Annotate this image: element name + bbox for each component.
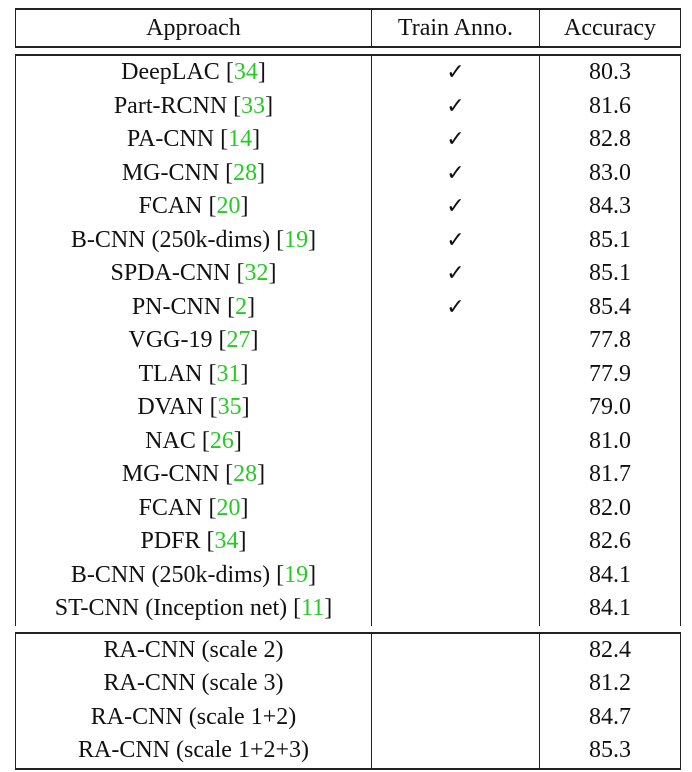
train-anno-cell (372, 90, 540, 124)
table-row (16, 358, 681, 392)
citation-link[interactable]: 2 (235, 293, 248, 320)
table-row (16, 734, 681, 769)
checkmark-icon: ✓ (446, 261, 465, 286)
citation-link[interactable]: 31 (216, 360, 241, 387)
table-row (16, 525, 681, 559)
train-anno-cell (372, 559, 540, 593)
approach-cell: B-CNN (250k-dims) [19] (16, 224, 372, 258)
table-row (16, 458, 681, 492)
results-table (15, 8, 681, 770)
accuracy-cell: 85.3 (540, 734, 681, 769)
header-accuracy: Accuracy (540, 9, 681, 47)
train-anno-cell (372, 425, 540, 459)
checkmark-icon: ✓ (446, 294, 465, 320)
train-anno-cell (372, 633, 540, 668)
accuracy-cell: 85.4 (540, 291, 681, 325)
checkmark-icon: ✓ (446, 127, 465, 152)
citation-link[interactable]: 28 (233, 159, 258, 186)
accuracy-cell: 77.8 (540, 324, 681, 358)
table-row (16, 633, 681, 668)
train-anno-cell (372, 224, 540, 258)
table-row (16, 157, 681, 191)
approach-cell: TLAN [31] (16, 358, 372, 392)
method-name: Part-RCNN (113, 92, 228, 119)
accuracy-cell: 82.8 (540, 123, 681, 157)
method-name: DVAN (137, 394, 204, 420)
method-name: TLAN (138, 360, 203, 387)
accuracy-cell: 83.0 (540, 157, 681, 191)
train-anno-cell (372, 458, 540, 492)
citation-link[interactable]: 20 (216, 193, 241, 219)
citation-link[interactable]: 14 (228, 126, 253, 152)
accuracy-cell: 82.4 (540, 633, 681, 668)
section-spacer (16, 626, 681, 633)
header-row (16, 9, 681, 47)
method-name: DeepLAC (121, 59, 220, 85)
citation-link[interactable]: 26 (209, 427, 234, 454)
approach-cell: MG-CNN [28] (16, 157, 372, 191)
method-name: MG-CNN (121, 159, 220, 186)
table-row (16, 425, 681, 459)
accuracy-cell: 84.1 (540, 592, 681, 626)
accuracy-cell: 77.9 (540, 358, 681, 392)
train-anno-cell (372, 324, 540, 358)
accuracy-cell: 82.0 (540, 492, 681, 526)
train-anno-cell (372, 157, 540, 191)
method-name: NAC (145, 427, 196, 454)
approach-cell: RA-CNN (scale 2) (16, 633, 372, 668)
table-row (16, 559, 681, 593)
approach-cell: ST-CNN (Inception net) [11] (16, 592, 372, 626)
baseline-rows (16, 55, 681, 626)
checkmark-icon: ✓ (446, 93, 465, 119)
table-row (16, 257, 681, 291)
header-approach: Approach (16, 9, 372, 47)
method-name: PDFR (140, 528, 201, 554)
approach-cell: Part-RCNN [33] (16, 90, 372, 124)
method-name: PN-CNN (131, 293, 222, 320)
citation-link[interactable]: 34 (233, 59, 258, 85)
train-anno-cell (372, 190, 540, 224)
accuracy-cell: 81.7 (540, 458, 681, 492)
accuracy-cell: 84.3 (540, 190, 681, 224)
checkmark-icon: ✓ (446, 60, 465, 85)
approach-cell: FCAN [20] (16, 190, 372, 224)
train-anno-cell (372, 701, 540, 735)
method-name: SPDA-CNN (110, 260, 231, 286)
citation-link[interactable]: 35 (217, 394, 242, 420)
citation-link[interactable]: 11 (301, 595, 325, 621)
citation-link[interactable]: 34 (214, 528, 239, 554)
citation-link[interactable]: 19 (284, 561, 309, 588)
citation-link[interactable]: 19 (284, 226, 309, 253)
train-anno-cell (372, 667, 540, 701)
table-row (16, 55, 681, 90)
approach-cell: PDFR [34] (16, 525, 372, 559)
method-name: B-CNN (250k-dims) (70, 226, 271, 253)
train-anno-cell (372, 291, 540, 325)
table-row (16, 492, 681, 526)
accuracy-cell: 79.0 (540, 391, 681, 425)
train-anno-cell (372, 55, 540, 90)
accuracy-cell: 80.3 (540, 55, 681, 90)
header-spacer (16, 47, 681, 55)
approach-cell: DVAN [35] (16, 391, 372, 425)
train-anno-cell (372, 391, 540, 425)
results-table-container (15, 8, 680, 770)
accuracy-cell: 84.7 (540, 701, 681, 735)
citation-link[interactable]: 20 (216, 494, 241, 521)
table-row (16, 291, 681, 325)
table-row (16, 701, 681, 735)
approach-cell: RA-CNN (scale 1+2) (16, 701, 372, 735)
accuracy-cell: 85.1 (540, 257, 681, 291)
approach-cell: DeepLAC [34] (16, 55, 372, 90)
method-name: VGG-19 (128, 327, 213, 353)
approach-cell: VGG-19 [27] (16, 324, 372, 358)
method-name: FCAN (138, 193, 203, 219)
accuracy-cell: 81.2 (540, 667, 681, 701)
citation-link[interactable]: 33 (241, 92, 266, 119)
table-row (16, 391, 681, 425)
citation-link[interactable]: 27 (226, 327, 251, 353)
header-train-anno: Train Anno. (372, 9, 540, 47)
train-anno-cell (372, 257, 540, 291)
method-name: ST-CNN (Inception net) (54, 595, 288, 621)
table-row (16, 667, 681, 701)
method-name: PA-CNN (126, 126, 215, 152)
table-row (16, 324, 681, 358)
checkmark-icon: ✓ (446, 160, 465, 186)
accuracy-cell: 81.0 (540, 425, 681, 459)
checkmark-icon: ✓ (446, 194, 465, 219)
train-anno-cell (372, 525, 540, 559)
train-anno-cell (372, 123, 540, 157)
approach-cell: MG-CNN [28] (16, 458, 372, 492)
accuracy-cell: 84.1 (540, 559, 681, 593)
method-name: MG-CNN (121, 461, 220, 487)
accuracy-cell: 85.1 (540, 224, 681, 258)
table-row (16, 592, 681, 626)
checkmark-icon: ✓ (446, 227, 465, 253)
approach-cell: NAC [26] (16, 425, 372, 459)
accuracy-cell: 82.6 (540, 525, 681, 559)
table-row (16, 123, 681, 157)
approach-cell: FCAN [20] (16, 492, 372, 526)
train-anno-cell (372, 592, 540, 626)
train-anno-cell (372, 492, 540, 526)
approach-cell: RA-CNN (scale 1+2+3) (16, 734, 372, 769)
table-row (16, 190, 681, 224)
train-anno-cell (372, 358, 540, 392)
proposed-method-rows (16, 633, 681, 769)
table-row (16, 90, 681, 124)
approach-cell: RA-CNN (scale 3) (16, 667, 372, 701)
train-anno-cell (372, 734, 540, 769)
approach-cell: B-CNN (250k-dims) [19] (16, 559, 372, 593)
approach-cell: PN-CNN [2] (16, 291, 372, 325)
method-name: B-CNN (250k-dims) (70, 561, 271, 588)
table-row (16, 224, 681, 258)
accuracy-cell: 81.6 (540, 90, 681, 124)
approach-cell: PA-CNN [14] (16, 123, 372, 157)
method-name: FCAN (138, 494, 203, 521)
citation-link[interactable]: 32 (244, 260, 269, 286)
citation-link[interactable]: 28 (233, 461, 258, 487)
approach-cell: SPDA-CNN [32] (16, 257, 372, 291)
